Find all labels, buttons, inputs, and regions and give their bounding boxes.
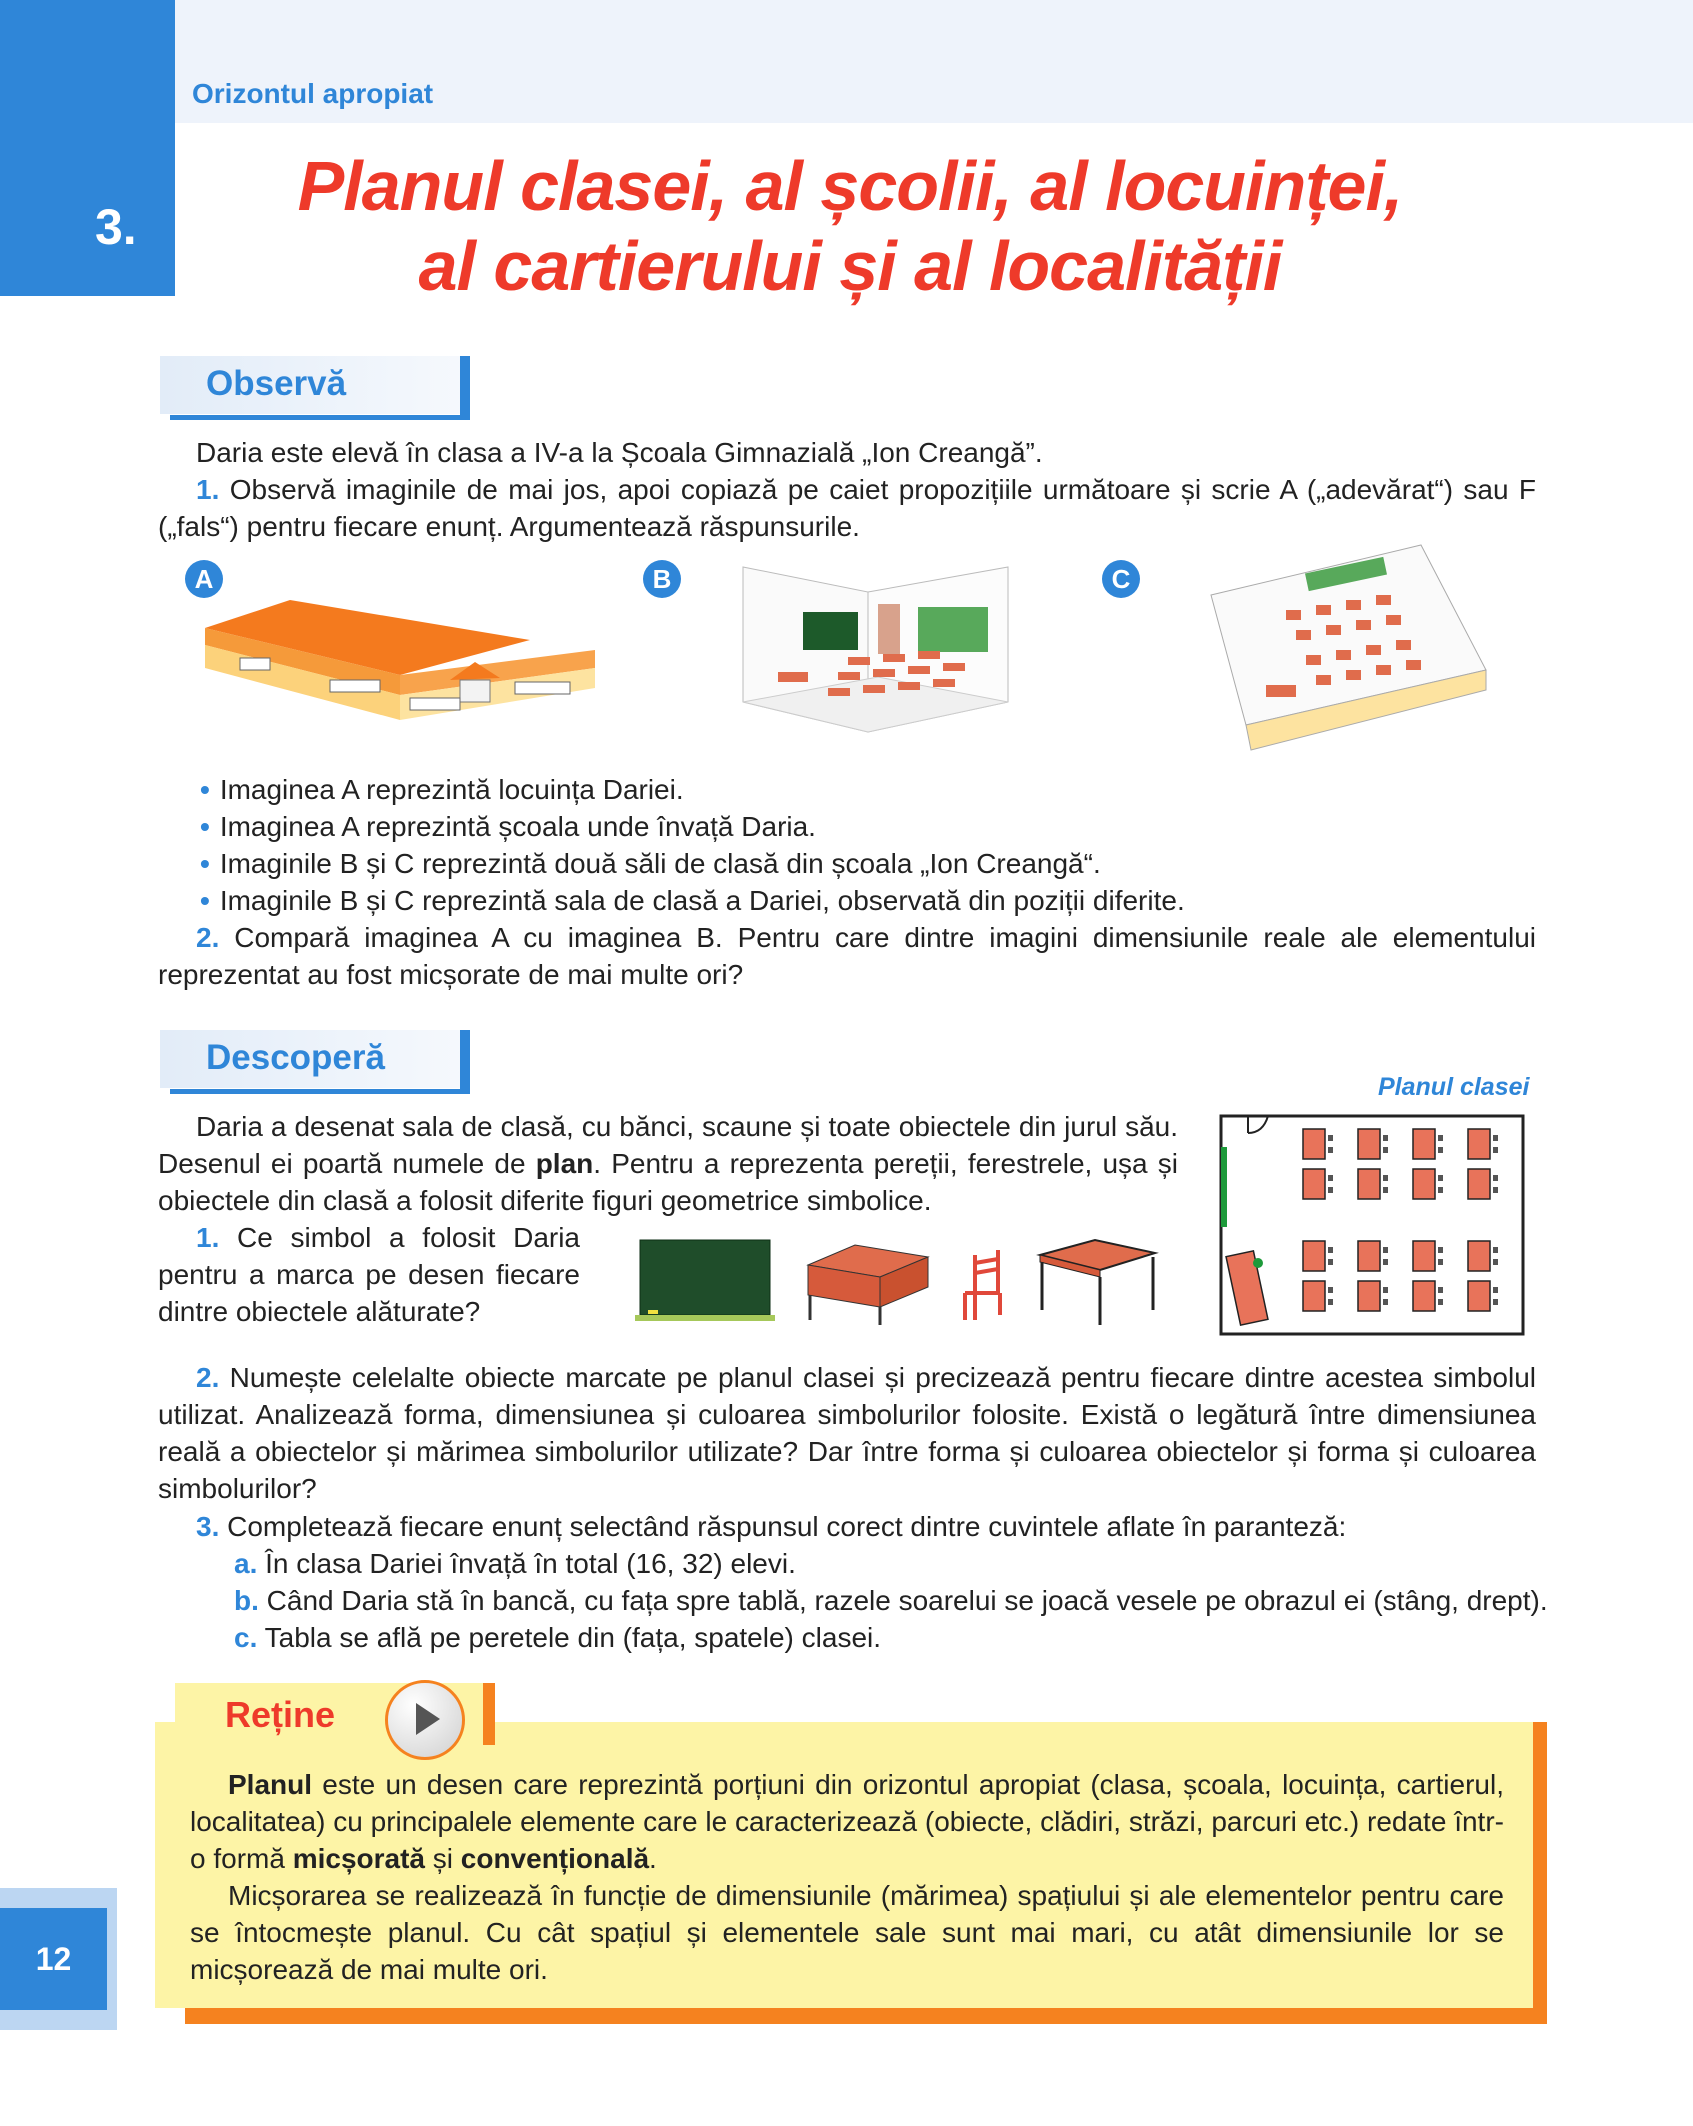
retine-p1: Planul este un desen care reprezintă porțiuni din orizontul apropiat (clasa, școala, locuința, cartierul, localitatea) cu principalele elemente care le caracterizează (obiecte, clădiri, străzi, parcuri etc.) redate într-o formă micșorată și convențională. — [190, 1769, 1504, 1874]
observa-intro: Daria este elevă în clasa a IV-a la Școala Gimnazială „Ion Creangă”. — [196, 437, 1043, 468]
label-c: C — [1102, 560, 1140, 598]
chair-icon — [965, 1250, 1000, 1320]
observa-q2: 2. Compară imaginea A cu imaginea B. Pentru care dintre imagini dimensiunile reale ale elementului reprezentat au fost micșorate de mai multe ori? — [158, 922, 1536, 990]
descopera-q2: 2. Numește celelalte obiecte marcate pe planul clasei și precizează pentru fiecare dintre acestea simbolul utilizat. Analizează forma, dimensiunea și culoarea simbolurilor folosite. Există o legătură între dimensiunea reală a obiectelor și mărimea simbolurilor utilizate? Dar între forma și culoarea obiectelor și forma și culoarea simbolurilor? — [158, 1362, 1537, 1504]
retine-shadow-bottom — [185, 2006, 1547, 2024]
retine-shadow-right — [1533, 1722, 1547, 2006]
list-item: • Imaginea A reprezintă școala unde învață Daria. — [200, 808, 1540, 845]
blackboard-icon — [635, 1240, 775, 1321]
page-title — [175, 146, 1525, 306]
list-item: • Imaginea A reprezintă locuința Dariei. — [200, 771, 1540, 808]
play-icon[interactable] — [385, 1680, 465, 1760]
q3-items — [234, 1545, 1554, 1656]
table-icon — [1040, 1240, 1155, 1325]
statement-list — [200, 771, 1540, 919]
descopera-q3: 3. Completează fiecare enunț selectând răspunsul corect dintre cuvintele aflate în paranteză: — [196, 1511, 1347, 1542]
list-item: • Imaginile B și C reprezintă două săli de clasă din școala „Ion Creangă“. — [200, 845, 1540, 882]
title-line-2: al cartierului și al localității — [418, 227, 1282, 305]
retine-p2: Micșorarea se realizează în funcție de dimensiunile (mărimea) spațiului și ale elementelor pentru care se întocmește planul. Cu cât spațiul și elementele sale sunt mai mari, cu atât dimensiunile lor se micșorează de mai multe ori. — [190, 1880, 1504, 1985]
descopera-heading-tab — [160, 1030, 470, 1088]
observa-heading-tab — [160, 356, 470, 414]
retine-heading: Reține — [225, 1694, 336, 1735]
section-label: Orizontul apropiat — [192, 78, 434, 109]
descopera-q1: 1. Ce simbol a folosit Daria pentru a marca pe desen fiecare dintre obiectele alăturate? — [158, 1222, 581, 1327]
list-item: b. Când Daria stă în bancă, cu fața spre tablă, razele soarelui se joacă vesele pe obrazul ei (stâng, drept). — [234, 1585, 1548, 1616]
observa-heading: Observă — [206, 364, 347, 403]
list-item: c. Tabla se află pe peretele din (fața, spatele) clasei. — [234, 1622, 882, 1653]
title-line-1: Planul clasei, al școlii, al locuinței, — [297, 147, 1403, 225]
classroom-plan — [1218, 1113, 1526, 1339]
label-a: A — [185, 560, 223, 598]
classroom-top-image — [1206, 540, 1491, 755]
chapter-number: 3. — [95, 199, 137, 255]
plan-caption: Planul clasei — [1378, 1073, 1530, 1101]
retine-text — [190, 1766, 1504, 1988]
descopera-heading: Descoperă — [206, 1038, 385, 1077]
label-b: B — [643, 560, 681, 598]
classroom-3d-image — [738, 562, 1013, 762]
page-number: 12 — [0, 1908, 107, 2010]
desk-icon — [808, 1245, 928, 1325]
school-building-image — [200, 600, 600, 730]
list-item: a. În clasa Dariei învață în total (16, 32) elevi. — [234, 1548, 796, 1579]
list-item: • Imaginile B și C reprezintă sala de clasă a Dariei, observată din poziții diferite. — [200, 882, 1540, 919]
observa-q1: 1. Observă imaginile de mai jos, apoi copiază pe caiet propozițiile următoare și scrie A („adevărat“) sau F („fals“) pentru fiecare enunț. Argumentează răspunsurile. — [158, 474, 1537, 542]
observa-text — [158, 434, 1536, 545]
chapter-tab — [0, 0, 175, 296]
descopera-intro: Daria a desenat sala de clasă, cu bănci, scaune și toate obiectele din jurul său. Desenul ei poartă numele de plan. Pentru a reprezenta pereții, ferestrele, ușa și obiectele din clasă a folosit diferite figuri geometrice simbolice. — [158, 1111, 1178, 1216]
objects-row — [630, 1235, 1170, 1330]
